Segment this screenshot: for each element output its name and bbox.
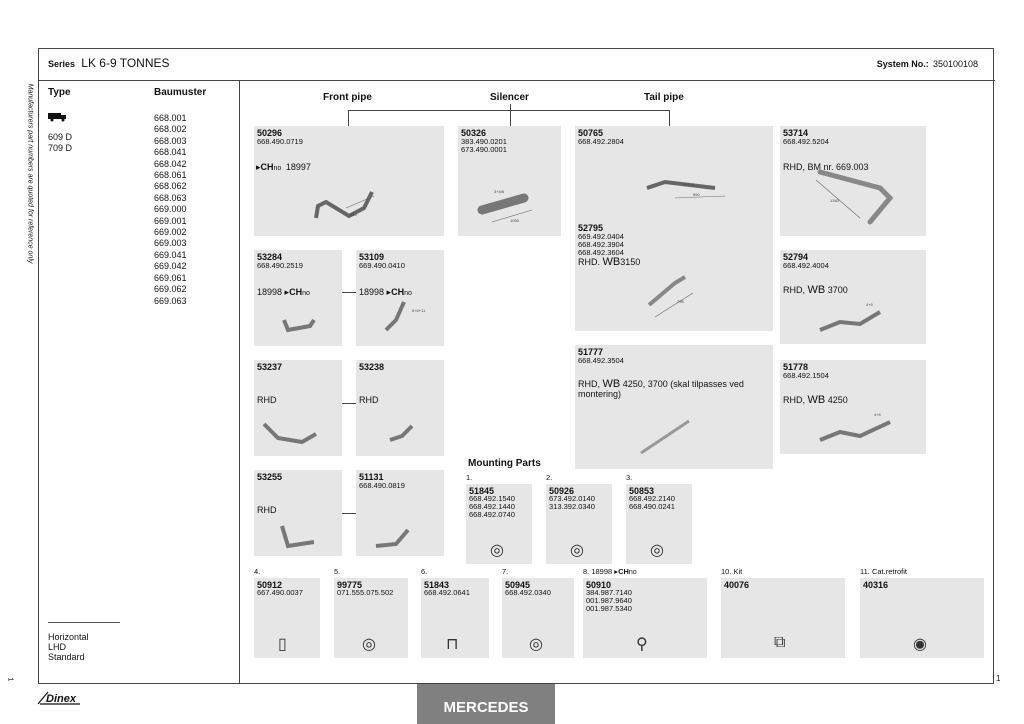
front-pipe-drawing: [254, 360, 342, 456]
baumuster-item: 668.042: [154, 158, 187, 169]
part-code: 51777: [578, 347, 604, 357]
wb-label: WB: [807, 284, 826, 296]
svg-text:4+5: 4+5: [874, 412, 881, 417]
baumuster-item: 669.001: [154, 215, 187, 226]
no-label: no: [302, 290, 310, 297]
part-card-50853[interactable]: [626, 484, 692, 564]
no-label: no: [628, 569, 637, 576]
bracket-icon: ⊓: [446, 636, 459, 653]
svg-text:1050: 1050: [510, 218, 519, 223]
bracket-tick: [510, 104, 511, 126]
part-card-53255[interactable]: [254, 470, 342, 556]
footer-rule: [48, 622, 120, 623]
svg-text:5+6+11: 5+6+11: [412, 308, 426, 313]
part-code: 52794: [783, 252, 809, 262]
part-ref: 673.492.0140: [549, 494, 595, 503]
part-card-53238[interactable]: [356, 360, 444, 456]
bracket-tick: [348, 110, 349, 126]
tail-pipe-drawing: [575, 126, 773, 236]
part-ref: 313.392.0340: [549, 502, 595, 511]
part-card-50926[interactable]: [546, 484, 612, 564]
baumuster-item: 668.063: [154, 192, 187, 203]
front-pipe-drawing: [254, 126, 444, 236]
reference-note: Manufacturers part numbers are quoted for reference only: [26, 83, 34, 264]
part-ref: 668.492.4004: [783, 261, 829, 270]
tail-pipe-drawing: [575, 221, 773, 331]
svg-text:3+4/6: 3+4/6: [494, 189, 505, 194]
part-code: 53255: [257, 472, 283, 482]
no-label: no: [404, 290, 412, 297]
part-note: RHD: [359, 395, 379, 405]
baumuster-item: 668.003: [154, 135, 187, 146]
flag-arrow-icon: ▸: [614, 567, 619, 576]
clamp-icon: ◎: [362, 636, 376, 653]
connector-line: [342, 403, 356, 404]
part-ref: 001.987.9640: [586, 596, 632, 605]
clamp-icon: ◎: [570, 542, 584, 559]
footer-item: Standard: [48, 652, 85, 662]
note-text: RHD,: [578, 379, 600, 389]
wb-label: WB: [602, 378, 621, 390]
baumuster-item: 669.042: [154, 261, 187, 272]
truck-icon: [48, 112, 68, 122]
part-ref: 384.987.7140: [586, 588, 632, 597]
svg-text:Dinex: Dinex: [46, 693, 76, 705]
ch-number: 18998: [359, 287, 385, 297]
baumuster-item: 669.041: [154, 249, 187, 260]
baumuster-item: 668.062: [154, 181, 187, 192]
front-pipe-drawing: [356, 250, 444, 346]
part-card-51777[interactable]: [575, 345, 773, 469]
part-ref: 668.490.0719: [257, 137, 303, 146]
wb-label: WB: [807, 394, 826, 406]
baumuster-item: 669.063: [154, 295, 187, 306]
part-card-40316[interactable]: [860, 578, 984, 658]
flag-arrow-icon: ▸: [386, 287, 392, 297]
part-card-50326[interactable]: [458, 126, 561, 236]
baumuster-list: [154, 113, 187, 307]
part-ref: 668.492.2804: [578, 137, 624, 146]
part-card-53237[interactable]: [254, 360, 342, 456]
part-code: 50326: [461, 128, 487, 138]
baumuster-heading: Baumuster: [154, 87, 207, 98]
flag-arrow-icon: ▸: [256, 162, 261, 172]
part-code: 53109: [359, 252, 385, 262]
type-heading: Type: [48, 87, 71, 98]
baumuster-item: 668.061: [154, 170, 187, 181]
dinex-logo: [36, 690, 82, 706]
hanger-icon: ▯: [278, 636, 287, 653]
svg-text:795: 795: [677, 299, 684, 304]
note-text: 3150: [620, 257, 641, 267]
bracket-line: [348, 110, 670, 111]
item-number: [583, 568, 637, 578]
flag-arrow-icon: ▸: [284, 287, 290, 297]
front-pipe-drawing: [254, 250, 342, 346]
footer-item: LHD: [48, 642, 67, 652]
no-label: no: [273, 165, 282, 172]
part-note: RHD, BM nr. 669.003: [783, 162, 869, 172]
part-card-52795[interactable]: [575, 221, 773, 331]
part-code: 50910: [586, 580, 612, 590]
part-card-53714[interactable]: [780, 126, 926, 236]
part-code: 50853: [629, 486, 655, 496]
part-card-50296[interactable]: [254, 126, 444, 236]
part-ref: 668.492.2140: [629, 494, 675, 503]
item-number: 2.: [546, 473, 553, 482]
note-text: RHD,: [783, 285, 805, 295]
svg-text:590: 590: [693, 192, 700, 197]
part-ref: 668.492.0641: [424, 588, 470, 597]
item-number: 7.: [502, 567, 509, 576]
bracket-tick: [669, 110, 670, 126]
part-code: 40316: [863, 580, 889, 590]
system-value: 350100108: [932, 59, 978, 69]
item-number: 6.: [421, 567, 428, 576]
front-pipe-drawing: [356, 470, 444, 556]
ch-label: CH: [260, 162, 274, 172]
svg-text:4+5+6: 4+5+6: [683, 182, 695, 187]
baumuster-item: 669.062: [154, 284, 187, 295]
series-label: Series: [48, 59, 76, 69]
tail-pipe-heading: Tail pipe: [644, 92, 684, 103]
part-ref: 673.490.0001: [461, 145, 507, 154]
part-code: 50945: [505, 580, 531, 590]
part-card-51845[interactable]: [466, 484, 532, 564]
part-code: 51843: [424, 580, 450, 590]
part-ref: 668.492.3604: [578, 248, 624, 257]
ch-number: 18998: [257, 287, 283, 297]
column-divider: [239, 80, 240, 684]
part-ref: 669.492.0404: [578, 232, 624, 241]
item-number: 10. Kit: [721, 567, 743, 576]
footer-item: Horizontal: [48, 632, 89, 642]
series-row: [48, 56, 170, 70]
item-number: 5.: [334, 567, 341, 576]
connector-line: [342, 513, 356, 514]
baumuster-item: 668.041: [154, 147, 187, 158]
part-code: 51131: [359, 472, 384, 482]
part-ref: 668.492.0340: [505, 588, 551, 597]
part-card-51131[interactable]: [356, 470, 444, 556]
part-card-53109[interactable]: [356, 250, 444, 346]
part-card-99775[interactable]: [334, 578, 408, 658]
part-code: 50296: [257, 128, 283, 138]
part-ref: 667.490.0037: [257, 588, 303, 597]
part-ref: 668.492.1504: [783, 371, 829, 380]
wb-label: WB: [602, 256, 621, 268]
tail-pipe-drawing: [780, 360, 926, 454]
part-ref: 001.987.5340: [586, 604, 632, 613]
part-card-50765[interactable]: [575, 126, 773, 236]
clamp-icon: ◎: [490, 542, 504, 559]
item-number: 1.: [466, 473, 473, 482]
svg-text:550: 550: [350, 212, 357, 217]
part-ref: 668.490.0241: [629, 502, 675, 511]
note-text: 4250, 3700 (skal tilpasses ved montering): [578, 379, 744, 399]
part-card-40076[interactable]: [721, 578, 845, 658]
baumuster-item: 668.002: [154, 124, 187, 135]
note-text: RHD,: [783, 395, 805, 405]
ch-label: CH: [391, 287, 405, 297]
part-ref: 668.492.0740: [469, 510, 515, 519]
type-item: 709 D: [48, 142, 73, 153]
mounting-heading: Mounting Parts: [468, 458, 541, 469]
part-ref: 668.492.1440: [469, 502, 515, 511]
part-code: 50926: [549, 486, 575, 496]
brand-tab[interactable]: MERCEDES: [417, 684, 555, 724]
part-code: 53237: [257, 362, 283, 372]
note-text: RHD.: [578, 257, 600, 267]
part-ref: 668.492.5204: [783, 137, 829, 146]
type-item: 609 D: [48, 132, 73, 142]
clamp-icon: ◎: [529, 636, 543, 653]
type-list: [48, 132, 72, 153]
note-text: 3700: [827, 285, 848, 295]
part-code: 53238: [359, 362, 385, 372]
item-number: 4.: [254, 567, 261, 576]
clamp-icon: ◎: [650, 542, 664, 559]
part-code: 99775: [337, 580, 363, 590]
baumuster-item: 669.061: [154, 272, 187, 283]
note-text: 4250: [827, 395, 848, 405]
tail-pipe-drawing: [575, 345, 773, 469]
part-code: 53284: [257, 252, 283, 262]
tail-pipe-drawing: [780, 126, 926, 236]
layout-footer: [48, 632, 89, 662]
part-card-52794[interactable]: [780, 250, 926, 344]
front-pipe-drawing: [356, 360, 444, 456]
part-ref: 669.490.0410: [359, 261, 405, 270]
catalyst-icon: ◉: [913, 636, 927, 653]
svg-text:4+5: 4+5: [866, 302, 873, 307]
baumuster-item: 668.001: [154, 113, 187, 123]
tail-pipe-drawing: [780, 250, 926, 344]
part-note: RHD: [257, 505, 277, 515]
part-ref: 668.492.3904: [578, 240, 624, 249]
page-number: 1: [996, 674, 1001, 683]
part-code: 51778: [783, 362, 809, 372]
part-card-53284[interactable]: [254, 250, 342, 346]
header-divider: [38, 80, 995, 81]
system-label: System No.:: [876, 59, 929, 69]
system-row: [877, 59, 978, 69]
part-ref: 383.490.0201: [461, 137, 507, 146]
plug-icon: ⚲: [636, 636, 648, 653]
part-card-50912[interactable]: [254, 578, 320, 658]
part-card-51843[interactable]: [421, 578, 489, 658]
part-note: RHD: [257, 395, 277, 405]
ch-label: CH: [289, 287, 303, 297]
part-ref: 668.490.0819: [359, 481, 405, 490]
part-code: 40076: [724, 580, 750, 590]
part-code: 53714: [783, 128, 809, 138]
part-card-51778[interactable]: [780, 360, 926, 454]
baumuster-item: 669.003: [154, 238, 187, 249]
ch-label: CH: [618, 567, 629, 576]
kit-icon: ⧉: [774, 634, 786, 651]
part-ref: 668.490.2519: [257, 261, 303, 270]
baumuster-item: 669.000: [154, 204, 187, 215]
front-pipe-drawing: [254, 470, 342, 556]
item-number-text: 8. 18998: [583, 567, 613, 576]
ch-number: 18997: [285, 162, 311, 172]
part-code: 52795: [578, 223, 604, 233]
part-ref: 071.555.075.502: [337, 588, 394, 597]
front-pipe-heading: Front pipe: [323, 92, 372, 103]
part-card-50910[interactable]: [583, 578, 707, 658]
page-number-left: 1: [6, 677, 14, 682]
part-ref: 668.492.1540: [469, 494, 515, 503]
svg-text:1340: 1340: [830, 198, 839, 203]
baumuster-item: 669.002: [154, 227, 187, 238]
part-code: 51845: [469, 486, 495, 496]
part-code: 50765: [578, 128, 604, 138]
silencer-drawing: [458, 126, 561, 236]
item-number: 3.: [626, 473, 633, 482]
part-ref: 668.492.3504: [578, 356, 624, 365]
connector-line: [342, 292, 356, 293]
silencer-heading: Silencer: [490, 92, 529, 103]
item-number: 11. Cat.retrofit: [860, 567, 907, 576]
series-value: LK 6-9 TONNES: [81, 56, 170, 70]
part-card-50945[interactable]: [502, 578, 574, 658]
part-code: 50912: [257, 580, 283, 590]
